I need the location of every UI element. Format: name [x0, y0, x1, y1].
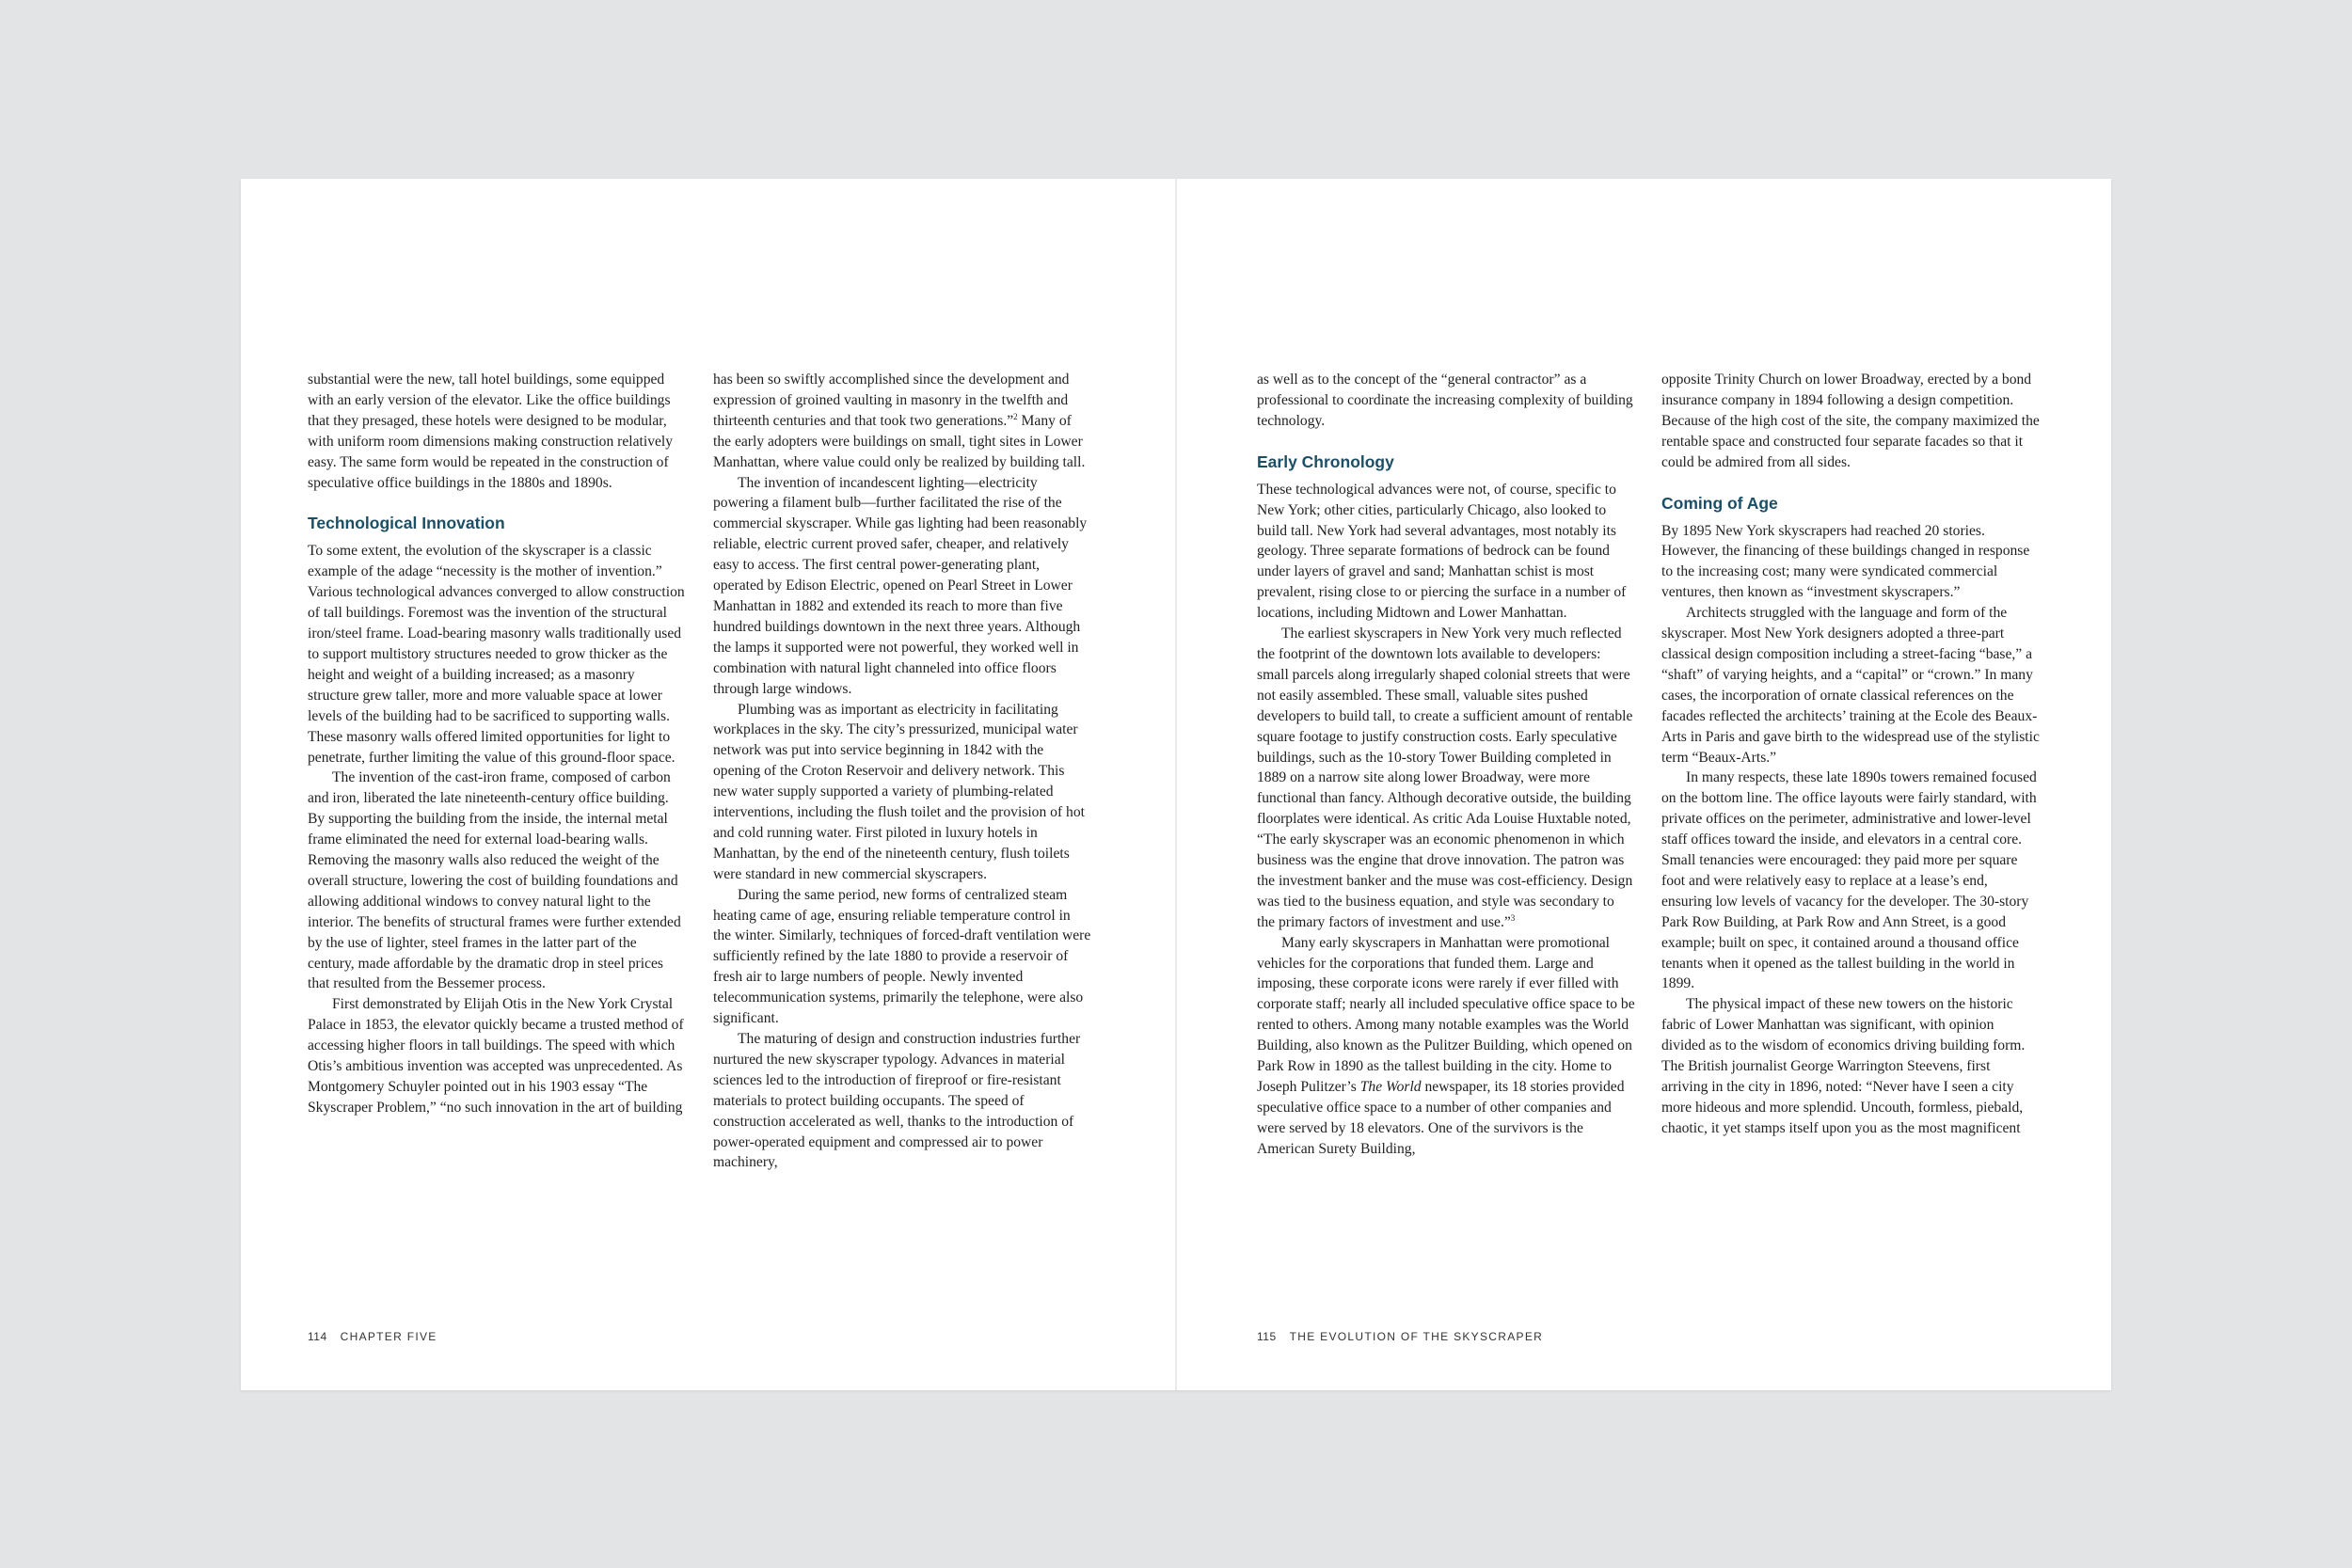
paragraph — [1257, 624, 1635, 933]
paragraph: opposite Trinity Church on lower Broadway, erected by a bond insurance company in 1894 following a design competition. Because of the high cost of the site, the company maximized the rentable space and constructed four separate facades so that it could be admired from all sides. — [1661, 372, 2040, 470]
paragraph — [713, 370, 1091, 473]
section-heading-technological-innovation: Technological Innovation — [308, 514, 505, 533]
paragraph: Plumbing was as important as electricity in facilitating workplaces in the sky. The city’s pressurized, municipal water network was put into service beginning in 1842 with the opening of the Croton Reservoir and delivery network. This new water supply supported a variety of plumbing-related interventions, including the flush toilet and the provision of hot and cold running water. First piloted in luxury hotels in Manhattan, by the end of the nineteenth century, flush toilets were standard in new commercial skyscrapers. — [713, 701, 1085, 882]
paragraph: To some extent, the evolution of the skyscraper is a classic example of the adage “necessity is the mother of invention.” Various technological advances converged to allow construction of tall buildings. Foremost was the invention of the structural iron/steel frame. Load-bearing masonry walls traditionally used to support multistory structures needed to grow thicker as the height and weight of a building increased; as a masonry structure grew taller, more and more valuable space at lower levels of the building had to be sacrificed to supporting walls. These masonry walls offered limited opportunities for light to penetrate, further limiting the value of this ground-floor space. — [308, 543, 685, 766]
paragraph: The physical impact of these new towers on the historic fabric of Lower Manhattan was significant, with opinion divided as to the wisdom of economics driving building form. The British journalist George Warrington Steevens, first arriving in the city in 1896, noted: “Never have I seen a city more hideous and more splendid. Uncouth, formless, piebald, chaotic, it yet stamps itself upon you as the most magnificent — [1661, 996, 2026, 1136]
paragraph: The invention of the cast-iron frame, composed of carbon and iron, liberated the late nineteenth-century office building. By supporting the building from the inside, the internal metal frame eliminated the need for external load-bearing walls. Removing the masonry walls also reduced the weight of the overall structure, lowering the cost of building foundations and allowing additional windows to convey natural light to the interior. The benefits of structural frames were further extended by the use of lighter, steel frames in the latter part of the century, made affordable by the dramatic drop in steel prices that resulted from the Bessemer process. — [308, 769, 681, 992]
paragraph: First demonstrated by Elijah Otis in the New York Crystal Palace in 1853, the elevator quickly became a trusted method of accessing higher floors in tall buildings. The speed with which Otis’s ambitious invention was accepted was unprecedented. As Montgomery Schuyler pointed out in his 1903 essay “The Skyscraper Problem,” “no such innovation in the art of building — [308, 996, 684, 1116]
section-heading-coming-of-age: Coming of Age — [1661, 493, 1778, 513]
book-spread — [241, 179, 2111, 1390]
paragraph-text: has been so swiftly accomplished since the development and expression of groined vaulting in masonry in the twelfth and thirteenth centuries and that took two generations.” — [713, 372, 1070, 429]
paragraph: In many respects, these late 1890s towers remained focused on the bottom line. The office layouts were fairly standard, with private offices on the perimeter, administrative and lower-level staff offices toward the inside, and elevators in a central core. Small tenancies were encouraged: they paid more per square foot and were relatively easy to replace at a lease’s end, ensuring low levels of vacancy for the developer. The 30-story Park Row Building, at Park Row and Ann Street, is a good example; built on spec, it contained around a thousand office tenants when it opened as the tallest building in the world in 1899. — [1661, 769, 2037, 992]
left-page-column-1 — [308, 370, 686, 1118]
paragraph: The maturing of design and construction industries further nurtured the new skyscraper typology. Advances in material sciences led to the introduction of fireproof or fire-resistant materials to protect building occupants. The speed of construction accelerated as well, thanks to the introduction of power-operated equipment and compressed air to power machinery, — [713, 1031, 1081, 1171]
newspaper-title: The World — [1359, 1079, 1422, 1095]
paragraph: substantial were the new, tall hotel buildings, some equipped with an early version of the elevator. Like the office buildings that they presaged, these hotels were designed to be modular, with uniform room dimensions making construction relatively easy. The same form would be repeated in the construction of speculative office buildings in the 1880s and 1890s. — [308, 372, 674, 491]
section-heading-early-chronology: Early Chronology — [1257, 451, 1394, 471]
footnote-marker: 3 — [1510, 912, 1516, 923]
paragraph-text: Many of the early adopters were buildings on small, tight sites in Lower Manhattan, where value could only be realized by building tall. — [713, 412, 1086, 470]
paragraph: By 1895 New York skyscrapers had reached 20 stories. However, the financing of these buildings changed in response to the increasing cost; many were syndicated commercial ventures, then known as “investment skyscrapers.” — [1661, 522, 2030, 601]
page-number: 114 — [308, 1330, 327, 1343]
page-gutter — [1175, 179, 1177, 1390]
running-head: CHAPTER FIVE — [340, 1330, 437, 1343]
paragraph: The invention of incandescent lighting—electricity powering a filament bulb—further facilitated the rise of the commercial skyscraper. While gas lighting had been reasonably reliable, electric current proved safer, cheaper, and relatively easy to access. The first central power-generating plant, operated by Edison Electric, opened on Pearl Street in Lower Manhattan in 1882 and extended its reach to more than five hundred buildings downtown in the next three years. Although the lamps it supported were not powerful, they worked well in combination with natural light channeled into office floors through large windows. — [713, 474, 1088, 697]
paragraph-text: The earliest skyscrapers in New York very much reflected the footprint of the downtown lots available to developers: small parcels along irregularly shaped colonial streets that were not easily assembled. These small, valuable sites pushed developers to build tall, to create a sufficient amount of rentable square footage to justify construction costs. Early speculative buildings, such as the 10-story Tower Building completed in 1889 on a narrow site along lower Broadway, were more functional than fancy. Although decorative outside, the building floorplates were identical. As critic Ada Louise Huxtable noted, “The early skyscraper was an economic phenomenon in which business was the engine that drove innovation. The patron was the investment banker and the muse was cost-efficiency. Design was tied to the business equation, and style was secondary to the primary factors of investment and use.” — [1257, 626, 1633, 930]
right-page-column-1 — [1257, 370, 1635, 1160]
paragraph: During the same period, new forms of centralized steam heating came of age, ensuring reliable temperature control in the winter. Similarly, techniques of forced-draft ventilation were sufficiently refined by the late 1880 to provide a reservoir of fresh air to large numbers of people. Newly invented telecommunication systems, primarily the telephone, were also significant. — [713, 886, 1091, 1027]
right-page-folio — [1257, 1330, 1543, 1343]
paragraph-text: newspaper, its 18 stories provided speculative office space to a number of other companies and were served by 18 elevators. One of the survivors is the American Surety Building, — [1257, 1079, 1625, 1157]
right-page-column-2 — [1661, 370, 2040, 1139]
paragraph: These technological advances were not, of course, specific to New York; other cities, particularly Chicago, also looked to build tall. New York had several advantages, most notably its geology. Three separate formations of bedrock can be found under layers of gravel and sand; Manhattan schist is most prevalent, rising close to or piercing the surface in a number of locations, including Midtown and Lower Manhattan. — [1257, 481, 1627, 622]
paragraph — [1257, 933, 1635, 1160]
paragraph: as well as to the concept of the “general contractor” as a professional to coordinate the increasing complexity of building technology. — [1257, 372, 1633, 429]
footnote-marker: 2 — [1013, 411, 1018, 421]
paragraph-text: Many early skyscrapers in Manhattan were promotional vehicles for the corporations that funded them. Large and imposing, these corporate icons were rarely if ever filled with corporate staff; nearly all included speculative office space to be rented to others. Among many notable examples was the World Building, also known as the Pulitzer Building, which opened on Park Row in 1890 as the tallest building in the city. Home to Joseph Pulitzer’s — [1257, 934, 1635, 1095]
left-page-folio — [308, 1330, 437, 1343]
paragraph: Architects struggled with the language and form of the skyscraper. Most New York designers adopted a three-part classical design composition including a street-facing “base,” a “shaft” of varying heights, and a “capital” or “crown.” In many cases, the incorporation of ornate classical references on the facades reflected the architects’ training at the Ecole des Beaux-Arts in Paris and gave birth to the widespread use of the stylistic term “Beaux-Arts.” — [1661, 605, 2040, 766]
page-number: 115 — [1257, 1330, 1277, 1343]
running-head: THE EVOLUTION OF THE SKYSCRAPER — [1289, 1330, 1544, 1343]
left-page-column-2 — [713, 370, 1091, 1173]
